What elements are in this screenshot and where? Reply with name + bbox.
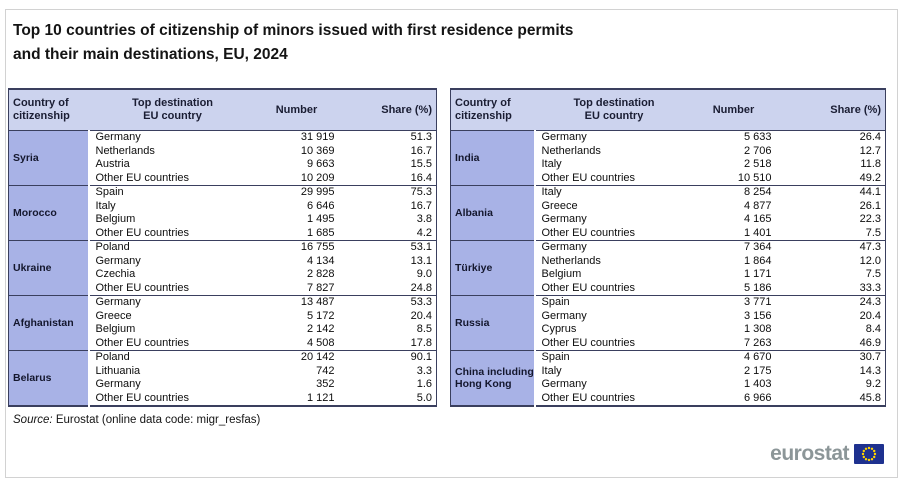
destination-cell: Germany (95, 131, 141, 143)
destination-cell: Germany (535, 241, 694, 255)
share-cell: 9.2 (865, 378, 881, 390)
citizenship-cell: Russia (451, 296, 535, 351)
table-row (9, 186, 437, 200)
share-cell: 17.8 (410, 336, 432, 349)
tables-container (8, 88, 886, 407)
number-cell: 4 670 (694, 351, 774, 365)
destination-cell: Lithuania (95, 364, 141, 377)
destination-cell: Netherlands (541, 254, 601, 267)
share-cell: 7.5 (865, 226, 881, 239)
number-cell: 4 134 (306, 254, 335, 267)
share-cell: 15.5 (410, 158, 432, 170)
eurostat-logo-text: eurostat (770, 442, 849, 465)
destination-cell: Austria (95, 158, 130, 170)
destination-cell: Other EU countries (95, 226, 190, 239)
number-cell: 8 254 (694, 186, 774, 200)
share-cell: 26.1 (859, 199, 881, 212)
number-cell: 13 487 (257, 296, 337, 310)
destination-cell: Poland (89, 351, 257, 365)
share-cell: 24.8 (410, 281, 432, 294)
number-cell: 2 706 (743, 144, 772, 157)
destination-cell: Other EU countries (95, 336, 190, 349)
destination-cell: Greece (541, 199, 578, 212)
number-cell: 5 172 (306, 309, 335, 322)
column-header-share: Share (%) (337, 89, 437, 131)
destination-cell: Other EU countries (95, 171, 190, 184)
eurostat-logo (770, 444, 884, 464)
number-cell: 4 508 (306, 336, 335, 349)
destination-cell: Germany (541, 309, 587, 322)
header-row (9, 89, 437, 131)
source-label: Source: (13, 414, 53, 426)
share-cell: 8.5 (416, 323, 432, 335)
destination-cell: Czechia (95, 268, 136, 280)
column-header-number: Number (694, 89, 774, 131)
table-row (451, 186, 886, 200)
destination-cell: Belgium (541, 268, 582, 280)
number-cell: 1 401 (743, 226, 772, 239)
citizenship-cell: Türkiye (451, 241, 535, 296)
share-cell: 53.3 (337, 296, 437, 310)
citizenship-cell: Belarus (9, 351, 89, 407)
share-cell: 14.3 (859, 364, 881, 377)
number-cell: 1 685 (306, 226, 335, 239)
destination-cell: Belgium (95, 323, 136, 335)
table-row (9, 296, 437, 310)
citizenship-cell: China including Hong Kong (451, 351, 535, 407)
destination-cell: Italy (541, 364, 562, 377)
share-cell: 51.3 (410, 131, 432, 143)
citizenship-cell: Albania (451, 186, 535, 241)
share-cell: 11.8 (860, 158, 881, 170)
column-header-destination: Top destination EU country (89, 89, 257, 131)
destination-cell: Italy (541, 158, 562, 170)
share-cell: 24.3 (774, 296, 886, 310)
destination-cell: Netherlands (95, 144, 155, 157)
share-cell: 3.3 (416, 364, 432, 377)
share-cell: 33.3 (859, 281, 881, 294)
share-cell: 44.1 (774, 186, 886, 200)
table-row (9, 131, 437, 145)
column-header-share: Share (%) (774, 89, 886, 131)
share-cell: 22.3 (859, 213, 881, 225)
share-cell: 12.7 (859, 144, 881, 157)
share-cell: 1.6 (416, 378, 432, 390)
share-cell: 90.1 (337, 351, 437, 365)
number-cell: 4 877 (743, 199, 772, 212)
number-cell: 7 827 (306, 281, 335, 294)
number-cell: 1 171 (743, 268, 772, 280)
number-cell: 9 663 (306, 158, 335, 170)
header-row (451, 89, 886, 131)
destination-cell: Other EU countries (541, 226, 636, 239)
citizenship-cell: Morocco (9, 186, 89, 241)
column-header-citizenship: Country of citizenship (9, 89, 89, 131)
number-cell: 10 369 (300, 144, 335, 157)
share-cell: 4.2 (416, 226, 432, 239)
number-cell: 1 403 (743, 378, 772, 390)
number-cell: 2 518 (743, 158, 772, 170)
share-cell: 20.4 (410, 309, 432, 322)
number-cell: 6 966 (743, 391, 772, 404)
number-cell: 10 510 (737, 171, 772, 184)
citizenship-cell: Ukraine (9, 241, 89, 296)
citizenship-table-left (8, 88, 437, 407)
number-cell: 7 364 (694, 241, 774, 255)
number-cell: 16 755 (257, 241, 337, 255)
share-cell: 13.1 (410, 254, 432, 267)
destination-cell: Belgium (95, 213, 136, 225)
share-cell: 5.0 (416, 391, 432, 404)
share-cell: 7.5 (865, 268, 881, 280)
column-header-citizenship: Country of citizenship (451, 89, 535, 131)
share-cell: 53.1 (337, 241, 437, 255)
column-header-destination: Top destination EU country (535, 89, 694, 131)
share-cell: 16.4 (410, 171, 432, 184)
number-cell: 1 495 (306, 213, 335, 225)
number-cell: 29 995 (257, 186, 337, 200)
number-cell: 2 175 (743, 364, 772, 377)
number-cell: 2 828 (306, 268, 335, 280)
table-row (451, 296, 886, 310)
number-cell: 7 263 (743, 336, 772, 349)
page-title-line2: and their main destinations, EU, 2024 (13, 46, 288, 63)
destination-cell: Germany (541, 213, 587, 225)
table-row (9, 241, 437, 255)
number-cell: 4 165 (743, 213, 772, 225)
source-text: Eurostat (online data code: migr_resfas) (55, 414, 261, 426)
eu-flag-icon (854, 444, 884, 464)
share-cell: 26.4 (859, 131, 881, 143)
destination-cell: Greece (95, 309, 132, 322)
share-cell: 20.4 (859, 309, 881, 322)
number-cell: 10 209 (300, 171, 335, 184)
number-cell: 6 646 (306, 199, 335, 212)
table-row (451, 351, 886, 365)
number-cell: 3 771 (694, 296, 774, 310)
number-cell: 2 142 (306, 323, 335, 335)
number-cell: 742 (316, 364, 335, 377)
share-cell: 16.7 (410, 199, 432, 212)
page-title (13, 19, 573, 67)
destination-cell: Other EU countries (541, 281, 636, 294)
destination-cell: Germany (541, 131, 587, 143)
page-title-line1: Top 10 countries of citizenship of minors issued with first residence permits (13, 22, 574, 39)
number-cell: 5 633 (743, 131, 772, 143)
destination-cell: Italy (535, 186, 694, 200)
destination-cell: Italy (95, 199, 116, 212)
number-cell: 5 186 (743, 281, 772, 294)
destination-cell: Germany (95, 254, 141, 267)
citizenship-cell: Afghanistan (9, 296, 89, 351)
table-row (451, 241, 886, 255)
share-cell: 16.7 (410, 144, 432, 157)
number-cell: 352 (316, 378, 335, 390)
destination-cell: Germany (541, 378, 587, 390)
destination-cell: Spain (535, 351, 694, 365)
number-cell: 3 156 (743, 309, 772, 322)
destination-cell: Spain (89, 186, 257, 200)
share-cell: 45.8 (859, 391, 881, 404)
destination-cell: Other EU countries (541, 336, 636, 349)
number-cell: 1 308 (743, 323, 772, 335)
citizenship-cell: Syria (9, 131, 89, 186)
table-row (9, 351, 437, 365)
number-cell: 31 919 (300, 131, 335, 143)
share-cell: 49.2 (859, 171, 881, 184)
share-cell: 46.9 (859, 336, 881, 349)
destination-cell: Other EU countries (95, 391, 190, 404)
share-cell: 47.3 (774, 241, 886, 255)
destination-cell: Other EU countries (541, 391, 636, 404)
destination-cell: Other EU countries (541, 171, 636, 184)
column-header-number: Number (257, 89, 337, 131)
number-cell: 20 142 (257, 351, 337, 365)
citizenship-cell: India (451, 131, 535, 186)
destination-cell: Poland (89, 241, 257, 255)
share-cell: 30.7 (774, 351, 886, 365)
destination-cell: Netherlands (541, 144, 601, 157)
share-cell: 12.0 (859, 254, 881, 267)
destination-cell: Germany (95, 378, 141, 390)
share-cell: 75.3 (337, 186, 437, 200)
citizenship-table-right (450, 88, 886, 407)
number-cell: 1 864 (743, 254, 772, 267)
destination-cell: Cyprus (541, 323, 577, 335)
share-cell: 3.8 (416, 213, 432, 225)
share-cell: 9.0 (416, 268, 432, 280)
destination-cell: Spain (535, 296, 694, 310)
table-row (451, 131, 886, 145)
number-cell: 1 121 (306, 391, 335, 404)
destination-cell: Germany (89, 296, 257, 310)
destination-cell: Other EU countries (95, 281, 190, 294)
share-cell: 8.4 (865, 323, 881, 335)
source-note (13, 414, 260, 426)
